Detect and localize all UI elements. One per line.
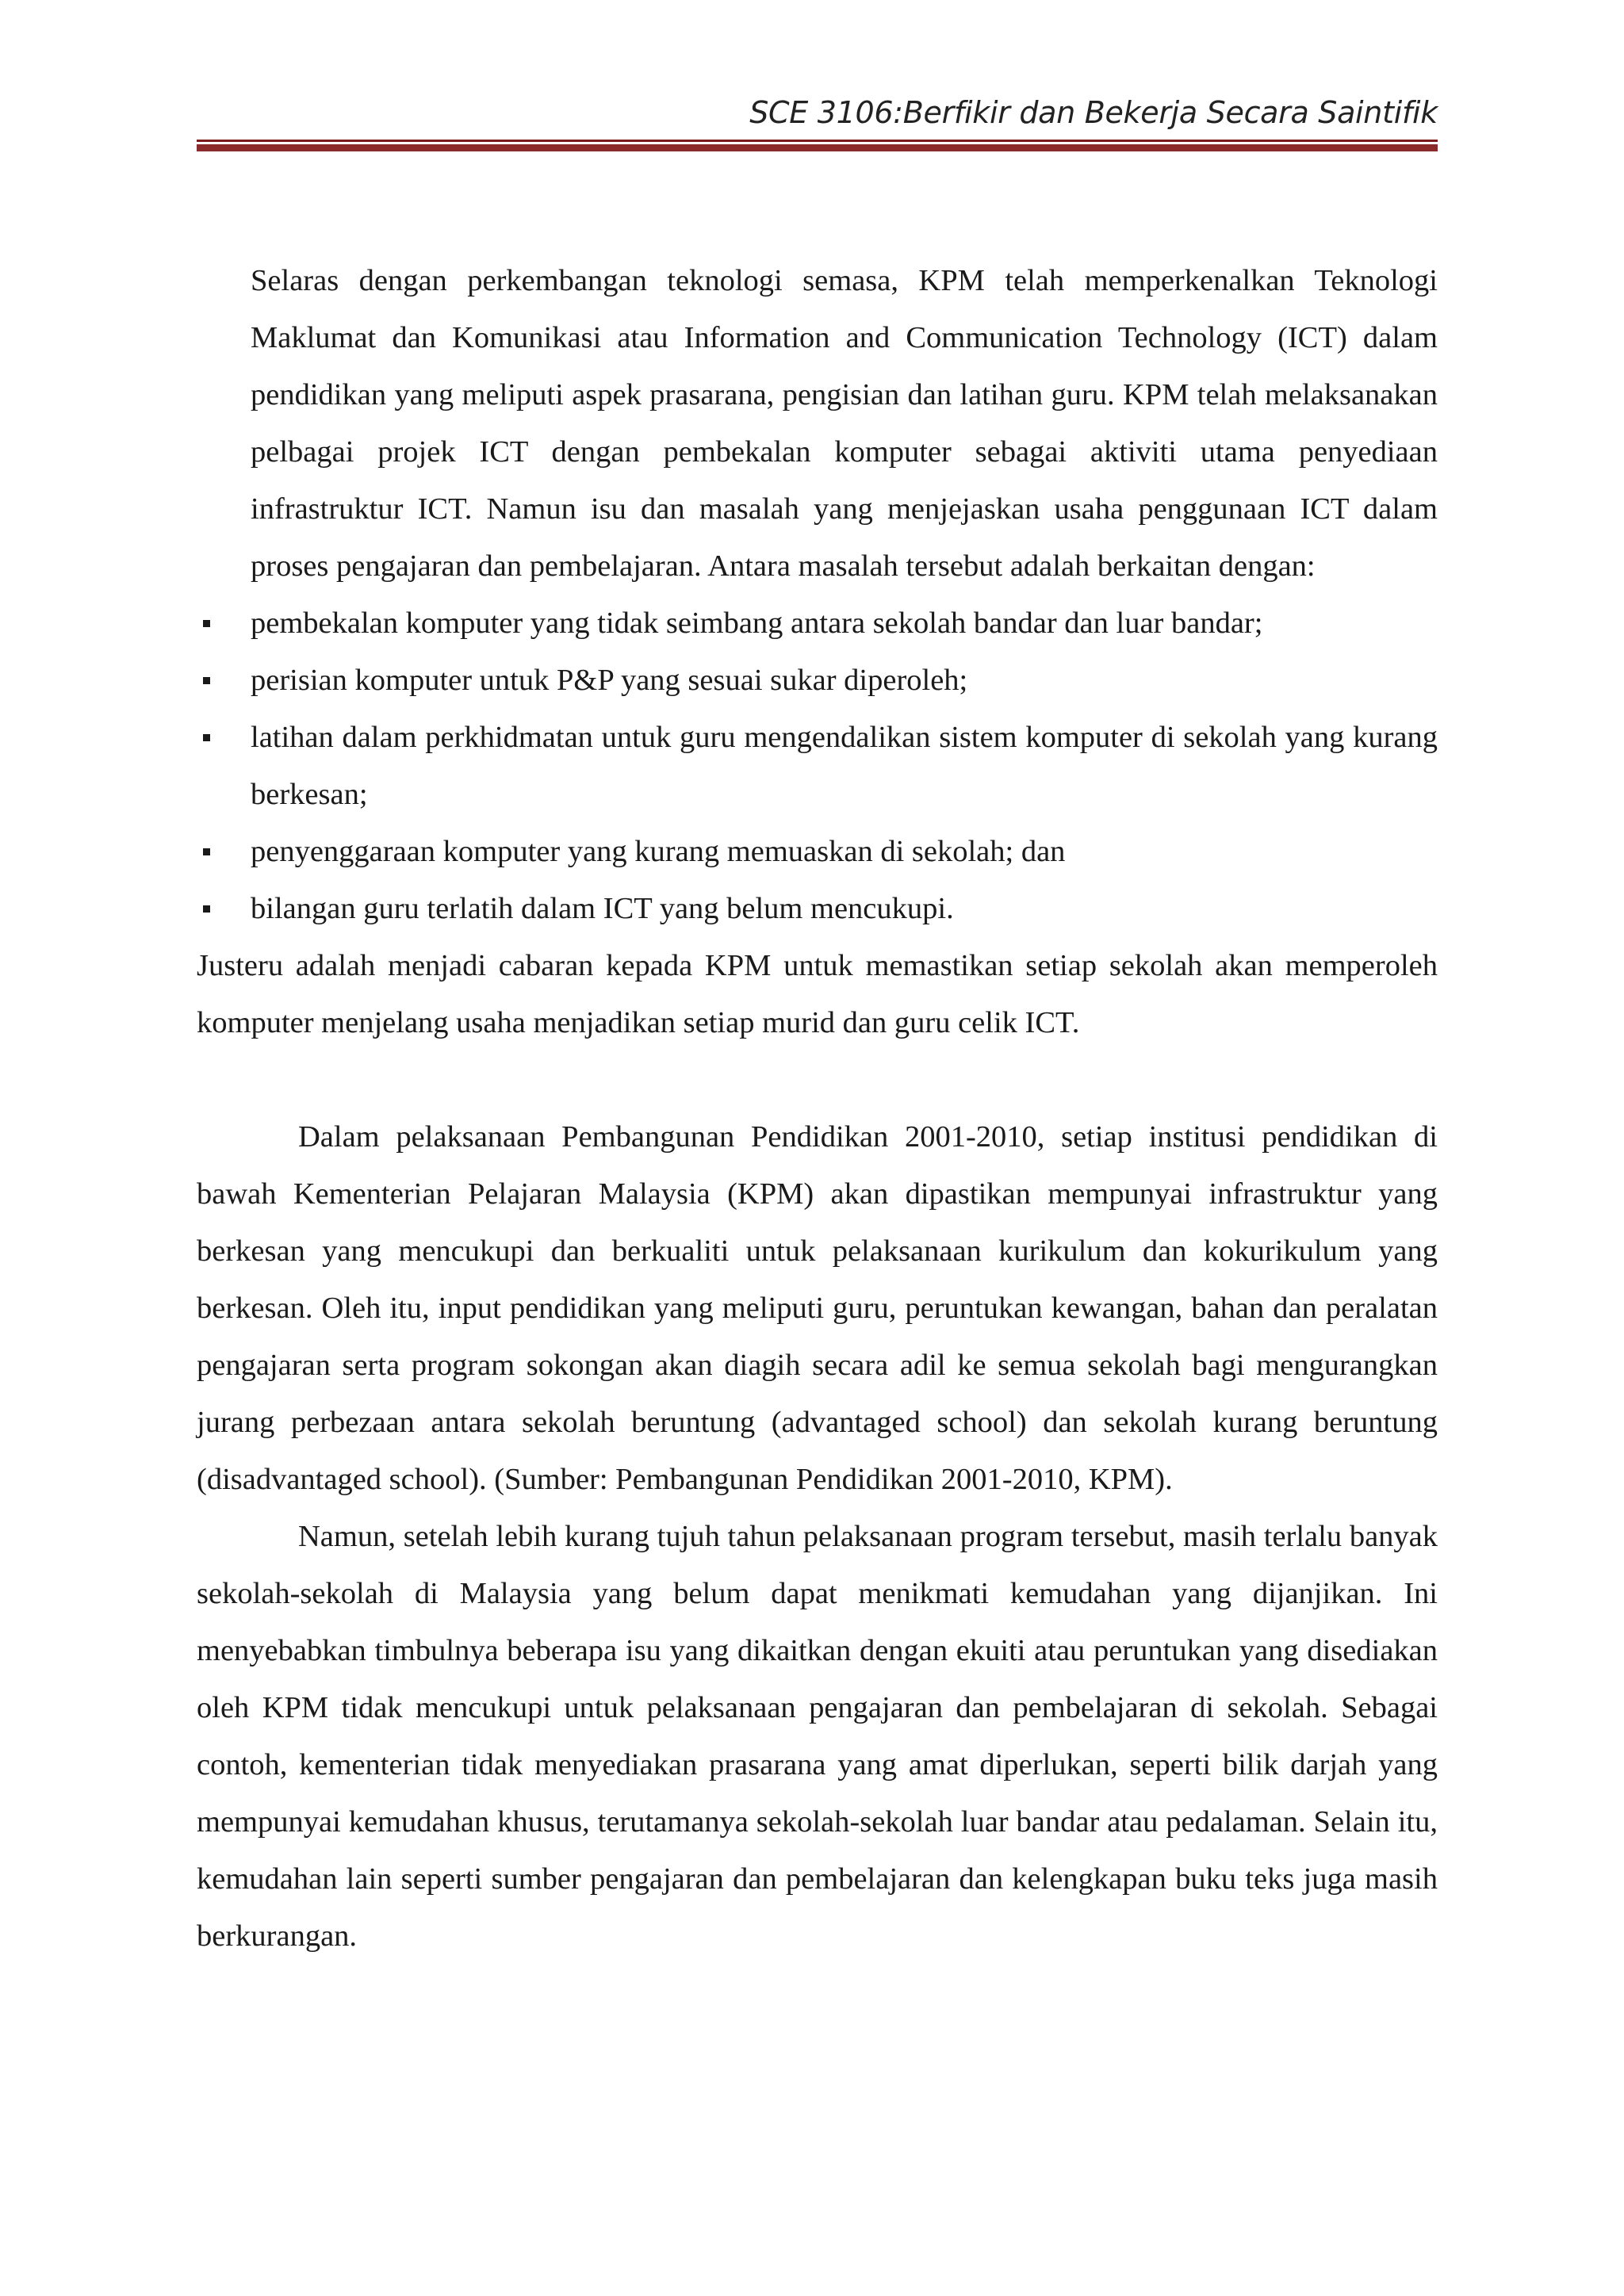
list-item [197, 652, 1438, 709]
intro-paragraph: Selaras dengan perkembangan teknologi semasa, KPM telah memperkenalkan Teknologi Maklumat dan Komunikasi atau Information and Communication Technology (ICT) dalam pendidikan yang meliputi aspek prasarana, pengisian dan latihan guru. KPM telah melaksanakan pelbagai projek ICT dengan pembekalan komputer sebagai aktiviti utama penyediaan infrastruktur ICT. Namun isu dan masalah yang menjejaskan usaha penggunaan ICT dalam proses pengajaran dan pembelajaran. Antara masalah tersebut adalah berkaitan dengan: [251, 264, 1438, 583]
list-item [197, 595, 1438, 652]
square-bullet-icon [203, 905, 210, 913]
square-bullet-icon [203, 677, 210, 684]
list-item [197, 823, 1438, 880]
paragraph-spacer [197, 1051, 1438, 1108]
header-rule-thin [197, 140, 1438, 142]
list-item-text: pembekalan komputer yang tidak seimbang antara sekolah bandar dan luar bandar; [251, 607, 1263, 640]
list-item-text: latihan dalam perkhidmatan untuk guru mengendalikan sistem komputer di sekolah yang kurang berkesan; [251, 721, 1438, 811]
header-rule-thick [197, 144, 1438, 151]
list-item-text: bilangan guru terlatih dalam ICT yang belum mencukupi. [251, 892, 954, 925]
square-bullet-icon [203, 734, 210, 741]
list-item [197, 880, 1438, 937]
development-paragraph: Dalam pelaksanaan Pembangunan Pendidikan 2001-2010, setiap institusi pendidikan di bawah Kementerian Pelajaran Malaysia (KPM) akan dipastikan mempunyai infrastruktur yang berkesan yang mencukupi dan berkualiti untuk pelaksanaan kurikulum dan kokurikulum yang berkesan. Oleh itu, input pendidikan yang meliputi guru, peruntukan kewangan, bahan dan peralatan pengajaran serta program sokongan akan diagih secara adil ke semua sekolah bagi mengurangkan jurang perbezaan antara sekolah beruntung (advantaged school) dan sekolah kurang beruntung (disadvantaged school). (Sumber: Pembangunan Pendidikan 2001-2010, KPM). [197, 1120, 1438, 1496]
list-item [197, 709, 1438, 823]
conclusion-paragraph: Justeru adalah menjadi cabaran kepada KPM untuk memastikan setiap sekolah akan memperoleh komputer menjelang usaha menjadikan setiap murid dan guru celik ICT. [197, 949, 1438, 1039]
issue-list [197, 595, 1438, 937]
list-item-text: penyenggaraan komputer yang kurang memuaskan di sekolah; dan [251, 835, 1066, 868]
list-item-text: perisian komputer untuk P&P yang sesuai sukar diperoleh; [251, 664, 968, 697]
page-header [197, 94, 1438, 151]
square-bullet-icon [203, 848, 210, 855]
square-bullet-icon [203, 620, 210, 627]
equity-paragraph: Namun, setelah lebih kurang tujuh tahun pelaksanaan program tersebut, masih terlalu banyak sekolah-sekolah di Malaysia yang belum dapat menikmati kemudahan yang dijanjikan. Ini menyebabkan timbulnya beberapa isu yang dikaitkan dengan ekuiti atau peruntukan yang disediakan oleh KPM tidak mencukupi untuk pelaksanaan pengajaran dan pembelajaran di sekolah. Sebagai contoh, kementerian tidak menyediakan prasarana yang amat diperlukan, seperti bilik darjah yang mempunyai kemudahan khusus, terutamanya sekolah-sekolah luar bandar atau pedalaman. Selain itu, kemudahan lain seperti sumber pengajaran dan pembelajaran dan kelengkapan buku teks juga masih berkurangan. [197, 1520, 1438, 1953]
document-body [197, 252, 1438, 1965]
header-title: SCE 3106:Berfikir dan Bekerja Secara Saintifik [749, 95, 1438, 130]
